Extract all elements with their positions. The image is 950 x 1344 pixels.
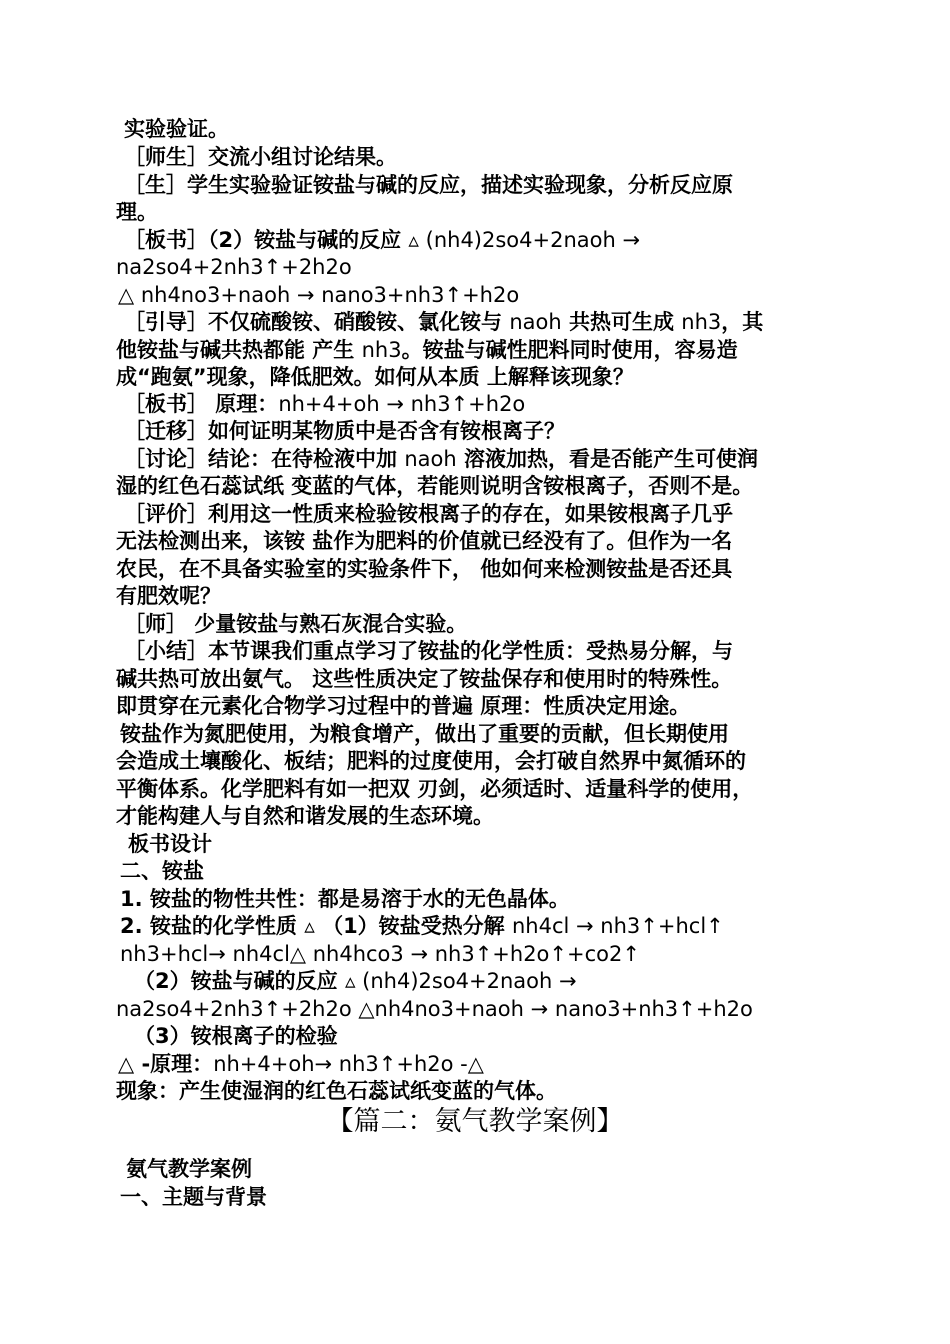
text-line	[120, 858, 204, 885]
formula-text: naoh	[404, 447, 457, 471]
text-line	[124, 391, 525, 418]
text-line	[134, 1023, 338, 1050]
bold-text: 会造成土壤酸化、板结；肥料的过度使用，会打破自然界中氮循环的	[116, 749, 746, 773]
bold-text: ［小结］本节课我们重点学习了铵盐的化学性质：受热易分解，与	[124, 639, 733, 663]
text-line	[120, 886, 570, 913]
bold-text: 现象：产生使湿润的红色石蕊试纸变蓝的气体。	[116, 1079, 557, 1103]
text-line	[116, 996, 753, 1023]
text-line	[124, 172, 733, 199]
bold-text: 实验验证。	[124, 117, 229, 141]
bold-text: （2）铵盐与碱的反应	[134, 969, 345, 993]
text-line	[126, 1156, 252, 1183]
text-line	[120, 913, 724, 940]
bold-text: 1. 铵盐的物性共性：都是易溶于水的无色晶体。	[120, 887, 570, 911]
formula-text: nh3+hcl→ nh4cl△ nh4hco3 → nh3↑+h2o↑+co2↑	[120, 942, 640, 966]
bold-text: 农民，在不具备实验室的实验条件下， 他如何来检测铵盐是否还具	[116, 557, 733, 581]
text-line	[134, 968, 577, 995]
text-line	[116, 583, 221, 610]
bold-text: ［评价］利用这一性质来检验铵根离子的存在，如果铵根离子几乎	[124, 502, 733, 526]
text-line	[116, 693, 690, 720]
text-line	[120, 941, 640, 968]
bold-text: 氨气教学案例	[126, 1157, 252, 1181]
formula-text: ▵ (nh4)2so4+2naoh →	[408, 228, 641, 252]
bold-text: ［师］ 少量铵盐与熟石灰混合实验。	[124, 612, 468, 636]
bold-text: （3）铵根离子的检验	[134, 1024, 338, 1048]
text-line	[124, 611, 467, 638]
bold-text: 二、铵盐	[120, 859, 204, 883]
bold-text: 无法检测出来，该铵 盐作为肥料的价值就已经没有了。但作为一名	[116, 529, 733, 553]
bold-text: 湿的红色石蕊试纸 变蓝的气体，若能则说明含铵根离子，否则不是。	[116, 474, 754, 498]
bold-text: 板书设计	[128, 832, 212, 856]
bold-text: ［板书］ 原理：	[124, 392, 279, 416]
formula-text: △ nh4no3+naoh → nano3+nh3↑+h2o	[118, 283, 520, 307]
text-line	[124, 418, 565, 445]
text-line	[116, 1078, 557, 1105]
bold-text: ，其	[721, 310, 764, 334]
text-line	[116, 666, 732, 693]
bold-text: ［板书］（2）铵盐与碱的反应	[124, 228, 409, 252]
bold-text: 平衡体系。化学肥料有如一把双 刃剑，必须适时、适量科学的使用，	[116, 777, 754, 801]
bold-text: ［师生］交流小组讨论结果。	[124, 145, 397, 169]
bold-text: 溶液加热，看是否能产生可使润	[456, 447, 758, 471]
bold-text: 成“跑氨”现象，降低肥效。如何从本质 上解释该现象？	[116, 365, 634, 389]
text-line	[116, 337, 738, 364]
formula-text: naoh	[509, 310, 562, 334]
text-line	[116, 473, 753, 500]
text-line	[124, 501, 733, 528]
bold-text: 理。	[116, 200, 158, 224]
section-heading: 【篇二：氨气教学案例】	[326, 1106, 624, 1137]
text-line	[124, 309, 763, 336]
text-line	[116, 199, 158, 226]
bold-text: 碱共热可放出氨气。 这些性质决定了铵盐保存和使用时的特殊性。	[116, 667, 733, 691]
text-line	[116, 776, 753, 803]
bold-text: 即贯穿在元素化合物学习过程中的普遍 原理：性质决定用途。	[116, 694, 691, 718]
text-line	[124, 638, 733, 665]
text-line	[124, 227, 640, 254]
formula-text: nh+4+oh → nh3↑+h2o	[278, 392, 526, 416]
bold-text: 有肥效呢？	[116, 584, 221, 608]
text-line	[116, 528, 732, 555]
bold-text: 2. 铵盐的化学性质 ▵ （1）铵盐受热分解	[120, 914, 512, 938]
text-line	[116, 254, 352, 281]
bold-text: ［生］学生实验验证铵盐与碱的反应，描述实验现象，分析反应原	[124, 173, 733, 197]
text-line	[116, 556, 732, 583]
text-line	[118, 1051, 484, 1078]
text-line	[116, 803, 494, 830]
bold-text: 铵盐作为氮肥使用，为粮食增产，做出了重要的贡献，但长期使用	[120, 722, 729, 746]
bold-text: 共热可生成	[561, 310, 682, 334]
text-line	[124, 144, 397, 171]
bold-text: ［讨论］结论：在待检液中加	[124, 447, 405, 471]
formula-text: ▵ (nh4)2so4+2naoh →	[344, 969, 577, 993]
text-line	[116, 364, 634, 391]
bold-text: 才能构建人与自然和谐发展的生态环境。	[116, 804, 494, 828]
bold-text: 。铵盐与碱性肥料同时使用，容易造	[401, 338, 738, 362]
text-line	[128, 831, 212, 858]
formula-text: na2so4+2nh3↑+2h2o △nh4no3+naoh → nano3+nh3↑+h2o	[116, 997, 753, 1021]
text-line	[124, 446, 758, 473]
text-line	[120, 1184, 267, 1211]
bold-text: ［迁移］如何证明某物质中是否含有铵根离子？	[124, 419, 565, 443]
text-line	[116, 748, 746, 775]
text-line	[124, 116, 229, 143]
bold-text: △ -原理：	[118, 1052, 214, 1076]
formula-text: nh+4+oh→ nh3↑+h2o -△	[213, 1052, 484, 1076]
formula-text: nh4cl → nh3↑+hcl↑	[512, 914, 724, 938]
formula-text: nh3	[361, 338, 402, 362]
bold-text: ［引导］不仅硫酸铵、硝酸铵、氯化铵与	[124, 310, 510, 334]
bold-text: 他铵盐与碱共热都能 产生	[116, 338, 362, 362]
bold-text: 一、主题与背景	[120, 1185, 267, 1209]
formula-text: nh3	[681, 310, 722, 334]
formula-text: na2so4+2nh3↑+2h2o	[116, 255, 352, 279]
text-line	[118, 282, 519, 309]
text-line	[120, 721, 729, 748]
